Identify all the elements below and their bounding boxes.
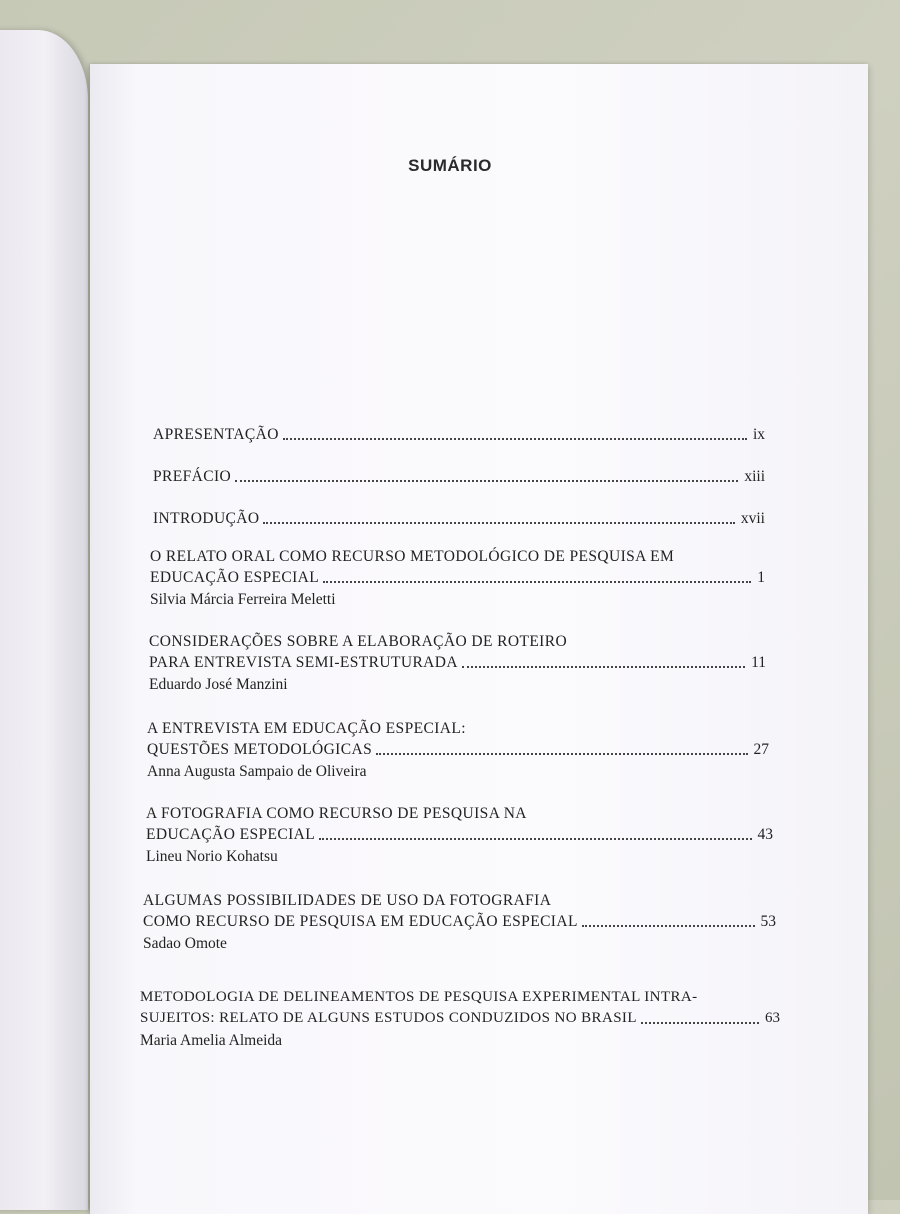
page-number: 43 — [757, 826, 773, 843]
dot-leader — [235, 480, 738, 482]
dot-leader — [319, 838, 751, 840]
entry-title: INTRODUÇÃO — [153, 510, 260, 527]
page-number: 11 — [751, 654, 766, 671]
entry-title-continued: PARA ENTREVISTA SEMI-ESTRUTURADA — [149, 654, 458, 671]
toc-entry — [147, 718, 769, 782]
entry-title-continued: COMO RECURSO DE PESQUISA EM EDUCAÇÃO ESPECIAL — [143, 913, 578, 930]
entry-title-continued: QUESTÕES METODOLÓGICAS — [147, 741, 373, 758]
dot-leader — [323, 581, 751, 583]
dot-leader — [263, 522, 734, 524]
toc-entry — [149, 631, 766, 695]
dot-leader — [376, 753, 747, 755]
entry-author: Anna Augusta Sampaio de Oliveira — [147, 763, 367, 780]
toc-entry — [140, 987, 780, 1051]
entry-title: A ENTREVISTA EM EDUCAÇÃO ESPECIAL: — [147, 720, 466, 737]
entry-author: Lineu Norio Kohatsu — [146, 848, 278, 865]
toc-entry — [150, 546, 765, 610]
page-number: 27 — [753, 741, 769, 758]
toc-entry — [153, 466, 765, 487]
dot-leader — [641, 1022, 759, 1024]
page-title: SUMÁRIO — [408, 156, 492, 175]
entry-title-continued: EDUCAÇÃO ESPECIAL — [150, 569, 320, 586]
toc-entry — [153, 508, 765, 529]
dot-leader — [462, 666, 745, 668]
entry-author: Silvia Márcia Ferreira Meletti — [150, 591, 336, 608]
entry-author: Maria Amelia Almeida — [140, 1032, 283, 1049]
toc-entry — [143, 890, 776, 954]
entry-title: PREFÁCIO — [153, 468, 232, 485]
page-number: xiii — [744, 468, 765, 485]
entry-title: CONSIDERAÇÕES SOBRE A ELABORAÇÃO DE ROTEIRO — [149, 633, 568, 650]
toc-entry — [153, 424, 765, 445]
page-number: ix — [752, 426, 765, 443]
entry-title-continued: SUJEITOS: RELATO DE ALGUNS ESTUDOS CONDUZIDOS NO BRASIL — [140, 1010, 637, 1026]
page-number: 1 — [757, 569, 765, 586]
page-number: 63 — [765, 1010, 780, 1026]
entry-title-continued: EDUCAÇÃO ESPECIAL — [146, 826, 316, 843]
page-number: xvii — [740, 510, 765, 527]
toc-entry — [146, 803, 773, 867]
entry-title: METODOLOGIA DE DELINEAMENTOS DE PESQUISA EXPERIMENTAL INTRA- — [140, 989, 698, 1005]
entry-author: Sadao Omote — [143, 935, 227, 952]
entry-title: ALGUMAS POSSIBILIDADES DE USO DA FOTOGRAFIA — [143, 892, 552, 909]
dot-leader — [582, 925, 755, 927]
entry-title: O RELATO ORAL COMO RECURSO METODOLÓGICO DE PESQUISA EM — [150, 548, 675, 565]
entry-title: APRESENTAÇÃO — [153, 426, 279, 443]
entry-author: Eduardo José Manzini — [149, 676, 288, 693]
page-number: 53 — [760, 913, 776, 930]
dot-leader — [283, 438, 747, 440]
entry-title: A FOTOGRAFIA COMO RECURSO DE PESQUISA NA — [146, 805, 527, 822]
